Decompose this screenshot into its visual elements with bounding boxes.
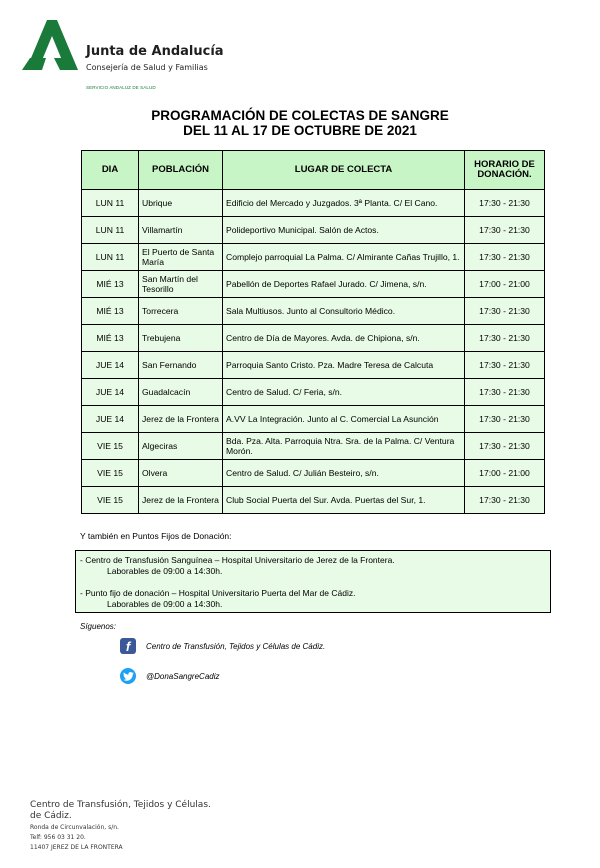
header-time: HORARIO DE DONACIÓN. [465,151,545,190]
cell-time: 17:30 - 21:30 [465,298,545,325]
footer-address: Ronda de Circunvalación, s/n. [30,824,119,831]
cell-place: Centro de Salud. C/ Feria, s/n. [223,379,465,406]
cell-town: Jerez de la Frontera [139,487,223,514]
cell-time: 17:30 - 21:30 [465,190,545,217]
table-row [82,217,545,244]
cell-town: San Martín del Tesorillo [139,271,223,298]
header-place: LUGAR DE COLECTA [223,151,465,190]
cell-time: 17:00 - 21:00 [465,271,545,298]
cell-day: MIÉ 13 [82,271,139,298]
org-service: SERVICIO ANDALUZ DE SALUD [86,85,156,90]
cell-day: LUN 11 [82,244,139,271]
header-day: DIA [82,151,139,190]
cell-town: Villamartín [139,217,223,244]
cell-day: JUE 14 [82,352,139,379]
fixed-point-item [80,555,395,577]
cell-day: LUN 11 [82,190,139,217]
cell-time: 17:30 - 21:30 [465,325,545,352]
cell-time: 17:30 - 21:30 [465,379,545,406]
cell-day: VIE 15 [82,433,139,460]
cell-town: Algeciras [139,433,223,460]
title-line-2: DEL 11 AL 17 DE OCTUBRE DE 2021 [183,123,417,138]
cell-day: VIE 15 [82,487,139,514]
footer-name-line-1: Centro de Transfusión, Tejidos y Células. [30,800,211,810]
cell-town: San Fernando [139,352,223,379]
cell-town: El Puerto de Santa María [139,244,223,271]
cell-day: MIÉ 13 [82,325,139,352]
fixed-points-intro: Y también en Puntos Fijos de Donación: [80,531,232,541]
cell-place: Centro de Salud. C/ Julián Besteiro, s/n. [223,460,465,487]
cell-place: Centro de Día de Mayores. Avda. de Chipiona, s/n. [223,325,465,352]
cell-time: 17:30 - 21:30 [465,352,545,379]
fixed-point-name: - Centro de Transfusión Sanguínea – Hospital Universitario de Jerez de la Frontera. [80,555,395,565]
cell-day: MIÉ 13 [82,298,139,325]
twitter-handle: @DonaSangreCadiz [146,671,220,681]
cell-town: Torrecera [139,298,223,325]
facebook-link[interactable] [120,638,325,654]
table-row [82,298,545,325]
cell-town: Ubrique [139,190,223,217]
cell-place: Pabellón de Deportes Rafael Jurado. C/ Jimena, s/n. [223,271,465,298]
cell-time: 17:30 - 21:30 [465,217,545,244]
cell-place: Polideportivo Municipal. Salón de Actos. [223,217,465,244]
footer-city: 11407 JEREZ DE LA FRONTERA [30,844,123,851]
table-row [82,352,545,379]
cell-place: A.VV La Integración. Junto al C. Comercial La Asunción [223,406,465,433]
twitter-link[interactable] [120,668,220,684]
cell-time: 17:30 - 21:30 [465,433,545,460]
org-name: Junta de Andalucía [86,44,224,59]
twitter-icon [120,668,136,684]
cell-town: Jerez de la Frontera [139,406,223,433]
fixed-point-hours: Laborables de 09:00 a 14:30h. [107,599,223,609]
fixed-point-item [80,588,355,610]
footer-phone: Telf: 956 03 31 20. [30,834,86,841]
header-town: POBLACIÓN [139,151,223,190]
footer-name-line-2: de Cádiz. [30,811,72,821]
cell-town: Trebujena [139,325,223,352]
cell-time: 17:30 - 21:30 [465,487,545,514]
table-row [82,487,545,514]
schedule-table [81,150,545,514]
fixed-point-hours: Laborables de 09:00 a 14:30h. [107,566,223,576]
cell-time: 17:30 - 21:30 [465,406,545,433]
cell-time: 17:00 - 21:00 [465,460,545,487]
table-row [82,406,545,433]
title-line-1: PROGRAMACIÓN DE COLECTAS DE SANGRE [151,108,449,123]
cell-day: JUE 14 [82,406,139,433]
table-row [82,460,545,487]
cell-time: 17:30 - 21:30 [465,244,545,271]
cell-place: Edificio del Mercado y Juzgados. 3ª Planta. C/ El Cano. [223,190,465,217]
table-row [82,325,545,352]
table-row [82,190,545,217]
page-title [0,108,600,138]
table-row [82,244,545,271]
org-subtitle: Consejería de Salud y Familias [86,63,208,72]
fixed-point-name: - Punto fijo de donación – Hospital Universitario Puerta del Mar de Cádiz. [80,588,356,598]
cell-town: Olvera [139,460,223,487]
follow-us-label: Síguenos: [80,622,117,631]
cell-place: Parroquia Santo Cristo. Pza. Madre Teresa de Calcuta [223,352,465,379]
footer [30,800,211,852]
cell-place: Sala Multiusos. Junto al Consultorio Médico. [223,298,465,325]
cell-place: Club Social Puerta del Sur. Avda. Puertas del Sur, 1. [223,487,465,514]
cell-place: Bda. Pza. Alta. Parroquia Ntra. Sra. de la Palma. C/ Ventura Morón. [223,433,465,460]
facebook-icon: f [120,638,136,654]
table-row [82,271,545,298]
junta-andalucia-logo-icon [20,18,80,72]
fixed-points-box [75,550,551,613]
facebook-label: Centro de Transfusión, Tejidos y Células de Cádiz. [146,641,326,651]
cell-day: JUE 14 [82,379,139,406]
cell-place: Complejo parroquial La Palma. C/ Almirante Cañas Trujillo, 1. [223,244,465,271]
table-header-row [82,151,545,190]
table-row [82,379,545,406]
table-row [82,433,545,460]
cell-town: Guadalcacín [139,379,223,406]
cell-day: LUN 11 [82,217,139,244]
cell-day: VIE 15 [82,460,139,487]
